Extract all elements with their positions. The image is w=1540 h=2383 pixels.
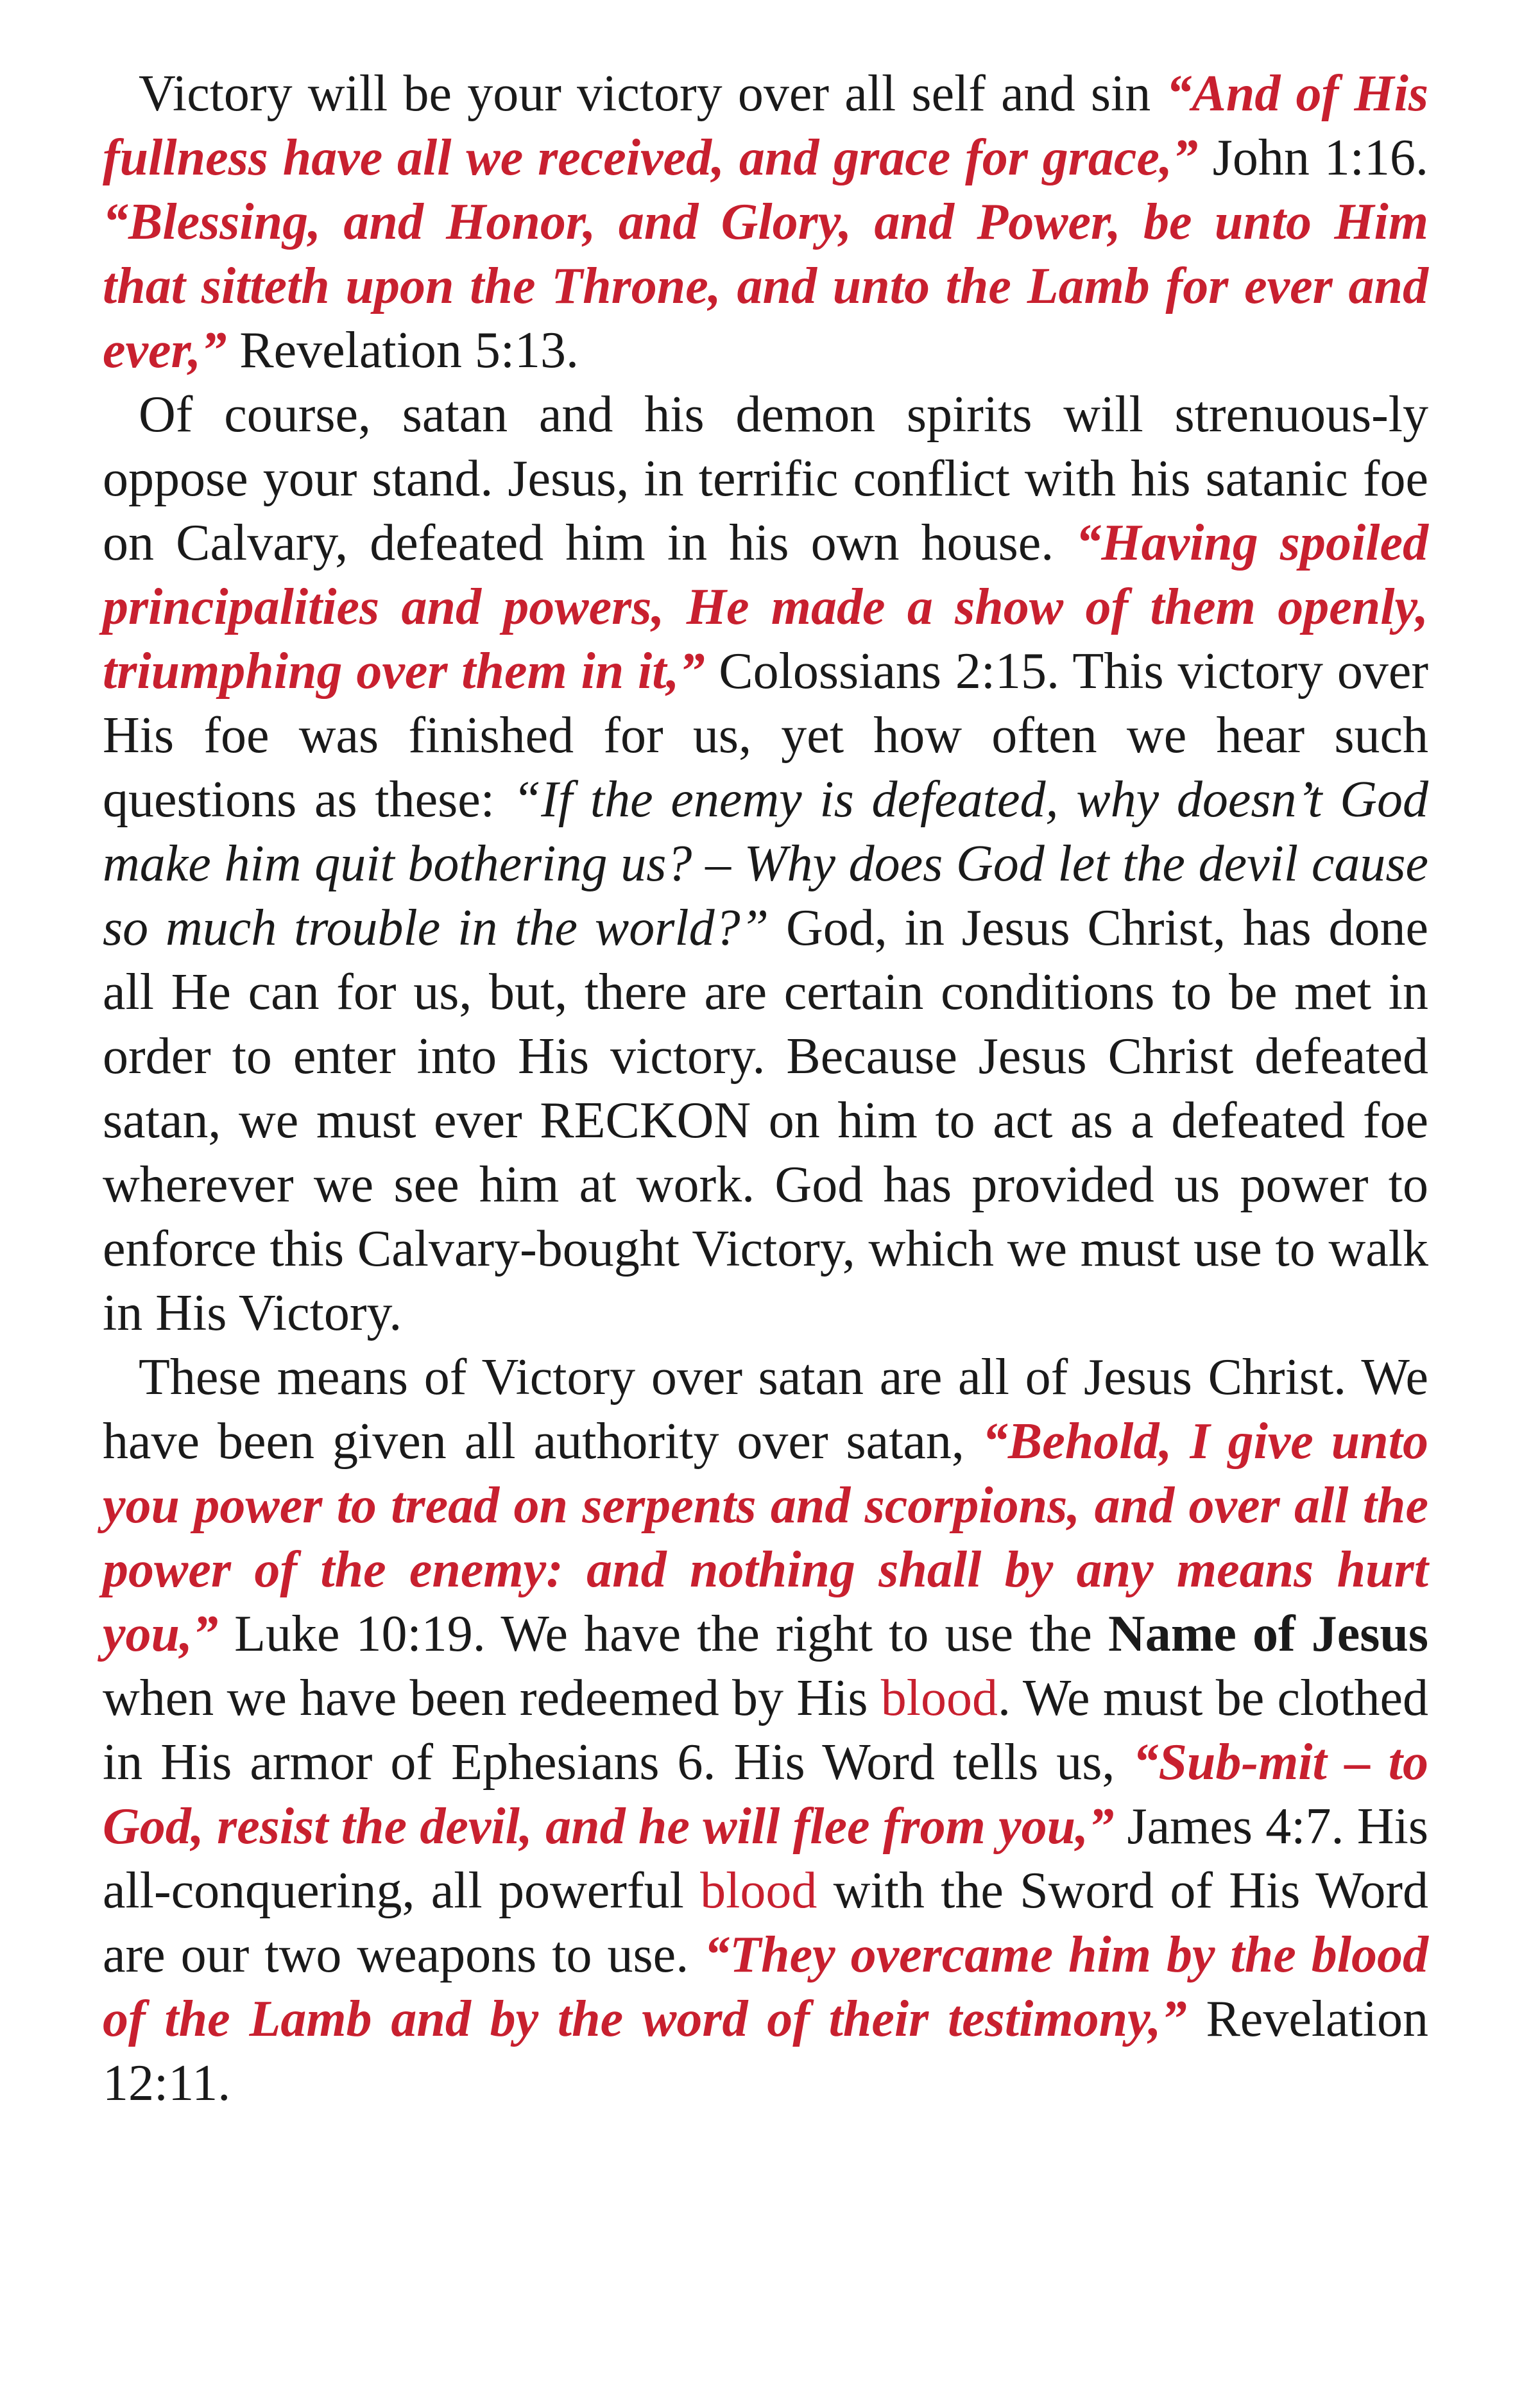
scripture-reference: Revelation 12:11. xyxy=(103,1991,1429,2112)
scripture-reference: John 1:16. xyxy=(1197,130,1429,186)
scripture-quote: “They overcame him by the blood of the Lamb and by the word of their testimony,” xyxy=(103,1927,1428,2047)
body-text: Colossians 2:15. This victory over His foe was finished for us, yet how often we hear such questions as these: xyxy=(103,643,1428,828)
body-text: Of course, satan and his demon spirits will strenuous-ly oppose your stand. Jesus, in terrific conflict with his satanic foe on Calvary, defeated him in his own house. xyxy=(103,386,1428,571)
scripture-quote: “And of His fullness have all we received, and grace for grace,” xyxy=(103,65,1429,186)
body-text: Luke 10:19. We have the right to use the xyxy=(218,1606,1109,1662)
scripture-reference: Revelation 5:13. xyxy=(227,322,579,379)
body-text: when we have been redeemed by His xyxy=(103,1670,881,1726)
body-text: Victory will be your victory over all self and sin xyxy=(139,65,1167,122)
scripture-quote: “Behold, I give unto you power to tread on serpents and scorpions, and over all the power of the enemy: and nothing shall by any means hurt you,” xyxy=(103,1413,1429,1662)
document-page xyxy=(103,62,1428,2115)
paragraph-3 xyxy=(103,1345,1428,2115)
scripture-quote: “Sub-mit – to God, resist the devil, and he will flee from you,” xyxy=(103,1734,1428,1855)
paragraph-2 xyxy=(103,383,1428,1345)
body-text: God, in Jesus Christ, has done all He can for us, but, there are certain conditions to be met in order to enter into His victory. Because Jesus Christ defeated satan, we must ever RECKON on him to act as a defeated foe wherever we see him at work. God has provided us power to enforce this Calvary-bought Victory, which we must use to walk in His Victory. xyxy=(103,900,1428,1341)
body-text: James 4:7. His all-conquering, all powerful xyxy=(103,1798,1428,1919)
body-text: with the Sword of His Word are our two weapons to use. xyxy=(103,1863,1429,1983)
scripture-quote: “Blessing, and Honor, and Glory, and Power, be unto Him that sitteth upon the Throne, and unto the Lamb for ever and ever,” xyxy=(103,194,1428,379)
italic-question: “If the enemy is defeated, why doesn’t God make him quit bothering us? – Why does God let the devil cause so much trouble in the world?” xyxy=(103,771,1429,956)
red-word: blood xyxy=(700,1863,817,1919)
scripture-quote: “Having spoiled principalities and powers, He made a show of them openly, triumphing over them in it,” xyxy=(103,515,1429,700)
paragraph-1 xyxy=(103,62,1428,383)
red-word: blood xyxy=(880,1670,998,1726)
body-text: . We must be clothed in His armor of Ephesians 6. His Word tells us, xyxy=(103,1670,1428,1791)
body-text: These means of Victory over satan are all of Jesus Christ. We have been given all authority over satan, xyxy=(103,1349,1428,1470)
bold-phrase: Name of Jesus xyxy=(1108,1606,1429,1662)
